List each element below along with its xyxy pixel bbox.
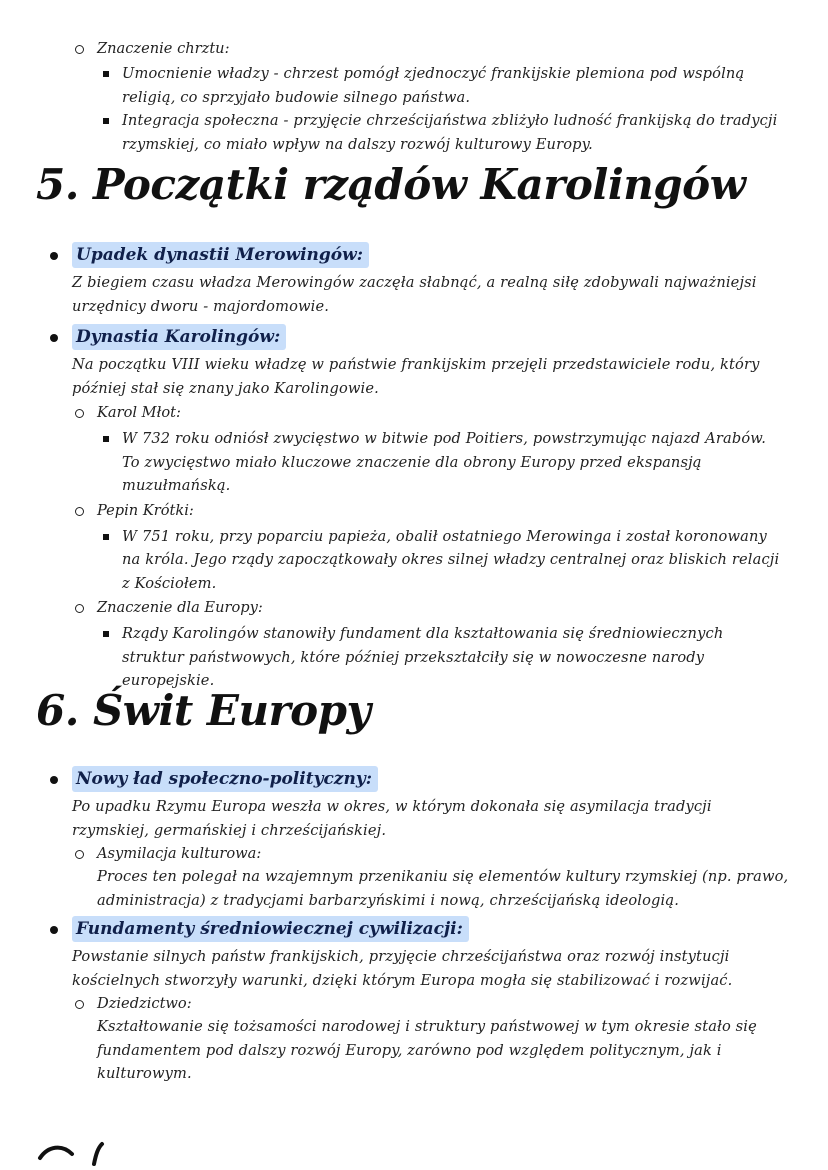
circle-bullet-icon [75, 45, 84, 54]
section-6-title: 6. Świt Europy [36, 686, 371, 735]
list-item [0, 525, 790, 596]
bullet-point [0, 916, 790, 992]
bullet-icon [50, 334, 58, 342]
list-item [0, 622, 790, 693]
foundations-text: Powstanie silnych państw frankijskich, przyjęcie chrześcijaństwa oraz rozwój instytucji kościelnych stworzyły warunki, dzięki którym Europa mogła się stabilizować i rozwijać. [72, 948, 733, 989]
square-bullet-icon [103, 71, 109, 77]
section-5-title: 5. Początki rządów Karolingów [36, 160, 746, 209]
square-bullet-icon [103, 436, 109, 442]
new-order-text: Po upadku Rzymu Europa weszła w okres, w którym dokonała się asymilacja tradycji rzymskiej, germańskiej i chrześcijańskiej. [72, 798, 712, 839]
sublist-item [0, 38, 828, 60]
section-6-content [0, 766, 828, 1086]
circle-bullet-icon [75, 1000, 84, 1009]
pepin-label: Pepin Krótki: [97, 501, 194, 519]
baptism-label: Znaczenie chrztu: [97, 40, 230, 57]
baptism-point-2: Integracja społeczna - przyjęcie chrześcijaństwa zbliżyło ludność frankijską do tradycji rzymskiej, co miało wpływ na dalszy rozwój kulturowy Europy. [122, 112, 778, 153]
cultural-assimilation-text: Proces ten polegał na wzajemnym przenikaniu się elementów kultury rzymskiej (np. prawo, administracja) z tradycjami barbarzyńskimi i nową, chrześcijańską ideologią. [97, 868, 789, 909]
cultural-assimilation-label: Asymilacja kulturowa: [97, 845, 262, 862]
list-item [0, 427, 780, 498]
merovingian-decline-heading: Upadek dynastii Merowingów: [72, 242, 369, 268]
sublist-item [0, 843, 828, 912]
europe-significance-text: Rządy Karolingów stanowiły fundament dla kształtowania się średniowiecznych struktur państwowych, które później przekształciły się w nowoczesne narody europejskie. [122, 625, 724, 689]
bullet-point [0, 766, 790, 842]
merovingian-decline-text: Z biegiem czasu władza Merowingów zaczęła słabnąć, a realną siłę zdobywali najważniejsi urzędnicy dworu - majordomowie. [72, 274, 757, 315]
foundations-heading: Fundamenty średniowiecznej cywilizacji: [72, 916, 469, 942]
square-bullet-icon [103, 534, 109, 540]
section-5-content [0, 242, 828, 693]
sublist-item [0, 402, 828, 424]
list-item [0, 62, 790, 109]
cutoff-heading-fragment [36, 1124, 116, 1170]
cutoff-ink-stroke-icon [36, 1124, 116, 1170]
bullet-icon [50, 926, 58, 934]
heritage-text: Kształtowanie się tożsamości narodowej i struktury państwowej w tym okresie stało się fundamentem pod dalszy rozwój Europy, zarówno pod względem politycznym, jak i kulturowym. [97, 1018, 757, 1082]
heritage-label: Dziedzictwo: [97, 995, 192, 1012]
circle-bullet-icon [75, 507, 84, 516]
sublist-item [0, 993, 828, 1086]
square-bullet-icon [103, 118, 109, 124]
sublist-item [0, 500, 828, 522]
circle-bullet-icon [75, 850, 84, 859]
new-order-heading: Nowy ład społeczno-polityczny: [72, 766, 378, 792]
carolingian-dynasty-heading: Dynastia Karolingów: [72, 324, 286, 350]
europe-significance-label: Znaczenie dla Europy: [97, 599, 263, 616]
karol-text: W 732 roku odniósł zwycięstwo w bitwie pod Poitiers, powstrzymując najazd Arabów. To zwycięstwo miało kluczowe znaczenie dla obrony Europy przed ekspansją muzułmańską. [122, 430, 766, 494]
bullet-point [0, 242, 790, 318]
circle-bullet-icon [75, 604, 84, 613]
karol-label: Karol Młot: [97, 404, 181, 421]
bullet-point [0, 324, 790, 400]
square-bullet-icon [103, 631, 109, 637]
carolingian-dynasty-text: Na początku VIII wieku władzę w państwie frankijskim przejęli przedstawiciele rodu, który później stał się znany jako Karolingowie. [72, 356, 760, 397]
pepin-text: W 751 roku, przy poparciu papieża, obalił ostatniego Merowinga i został koronowany na króla. Jego rządy zapoczątkowały okres silnej władzy centralnej oraz bliskich relacji z Kościołem. [122, 527, 780, 592]
list-item [0, 109, 790, 156]
bullet-icon [50, 252, 58, 260]
sublist-item [0, 597, 828, 619]
baptism-point-1: Umocnienie władzy - chrzest pomógł zjednoczyć frankijskie plemiona pod wspólną religią, co sprzyjało budowie silnego państwa. [122, 65, 745, 106]
bullet-icon [50, 776, 58, 784]
circle-bullet-icon [75, 409, 84, 418]
baptism-meaning-block [0, 38, 828, 156]
